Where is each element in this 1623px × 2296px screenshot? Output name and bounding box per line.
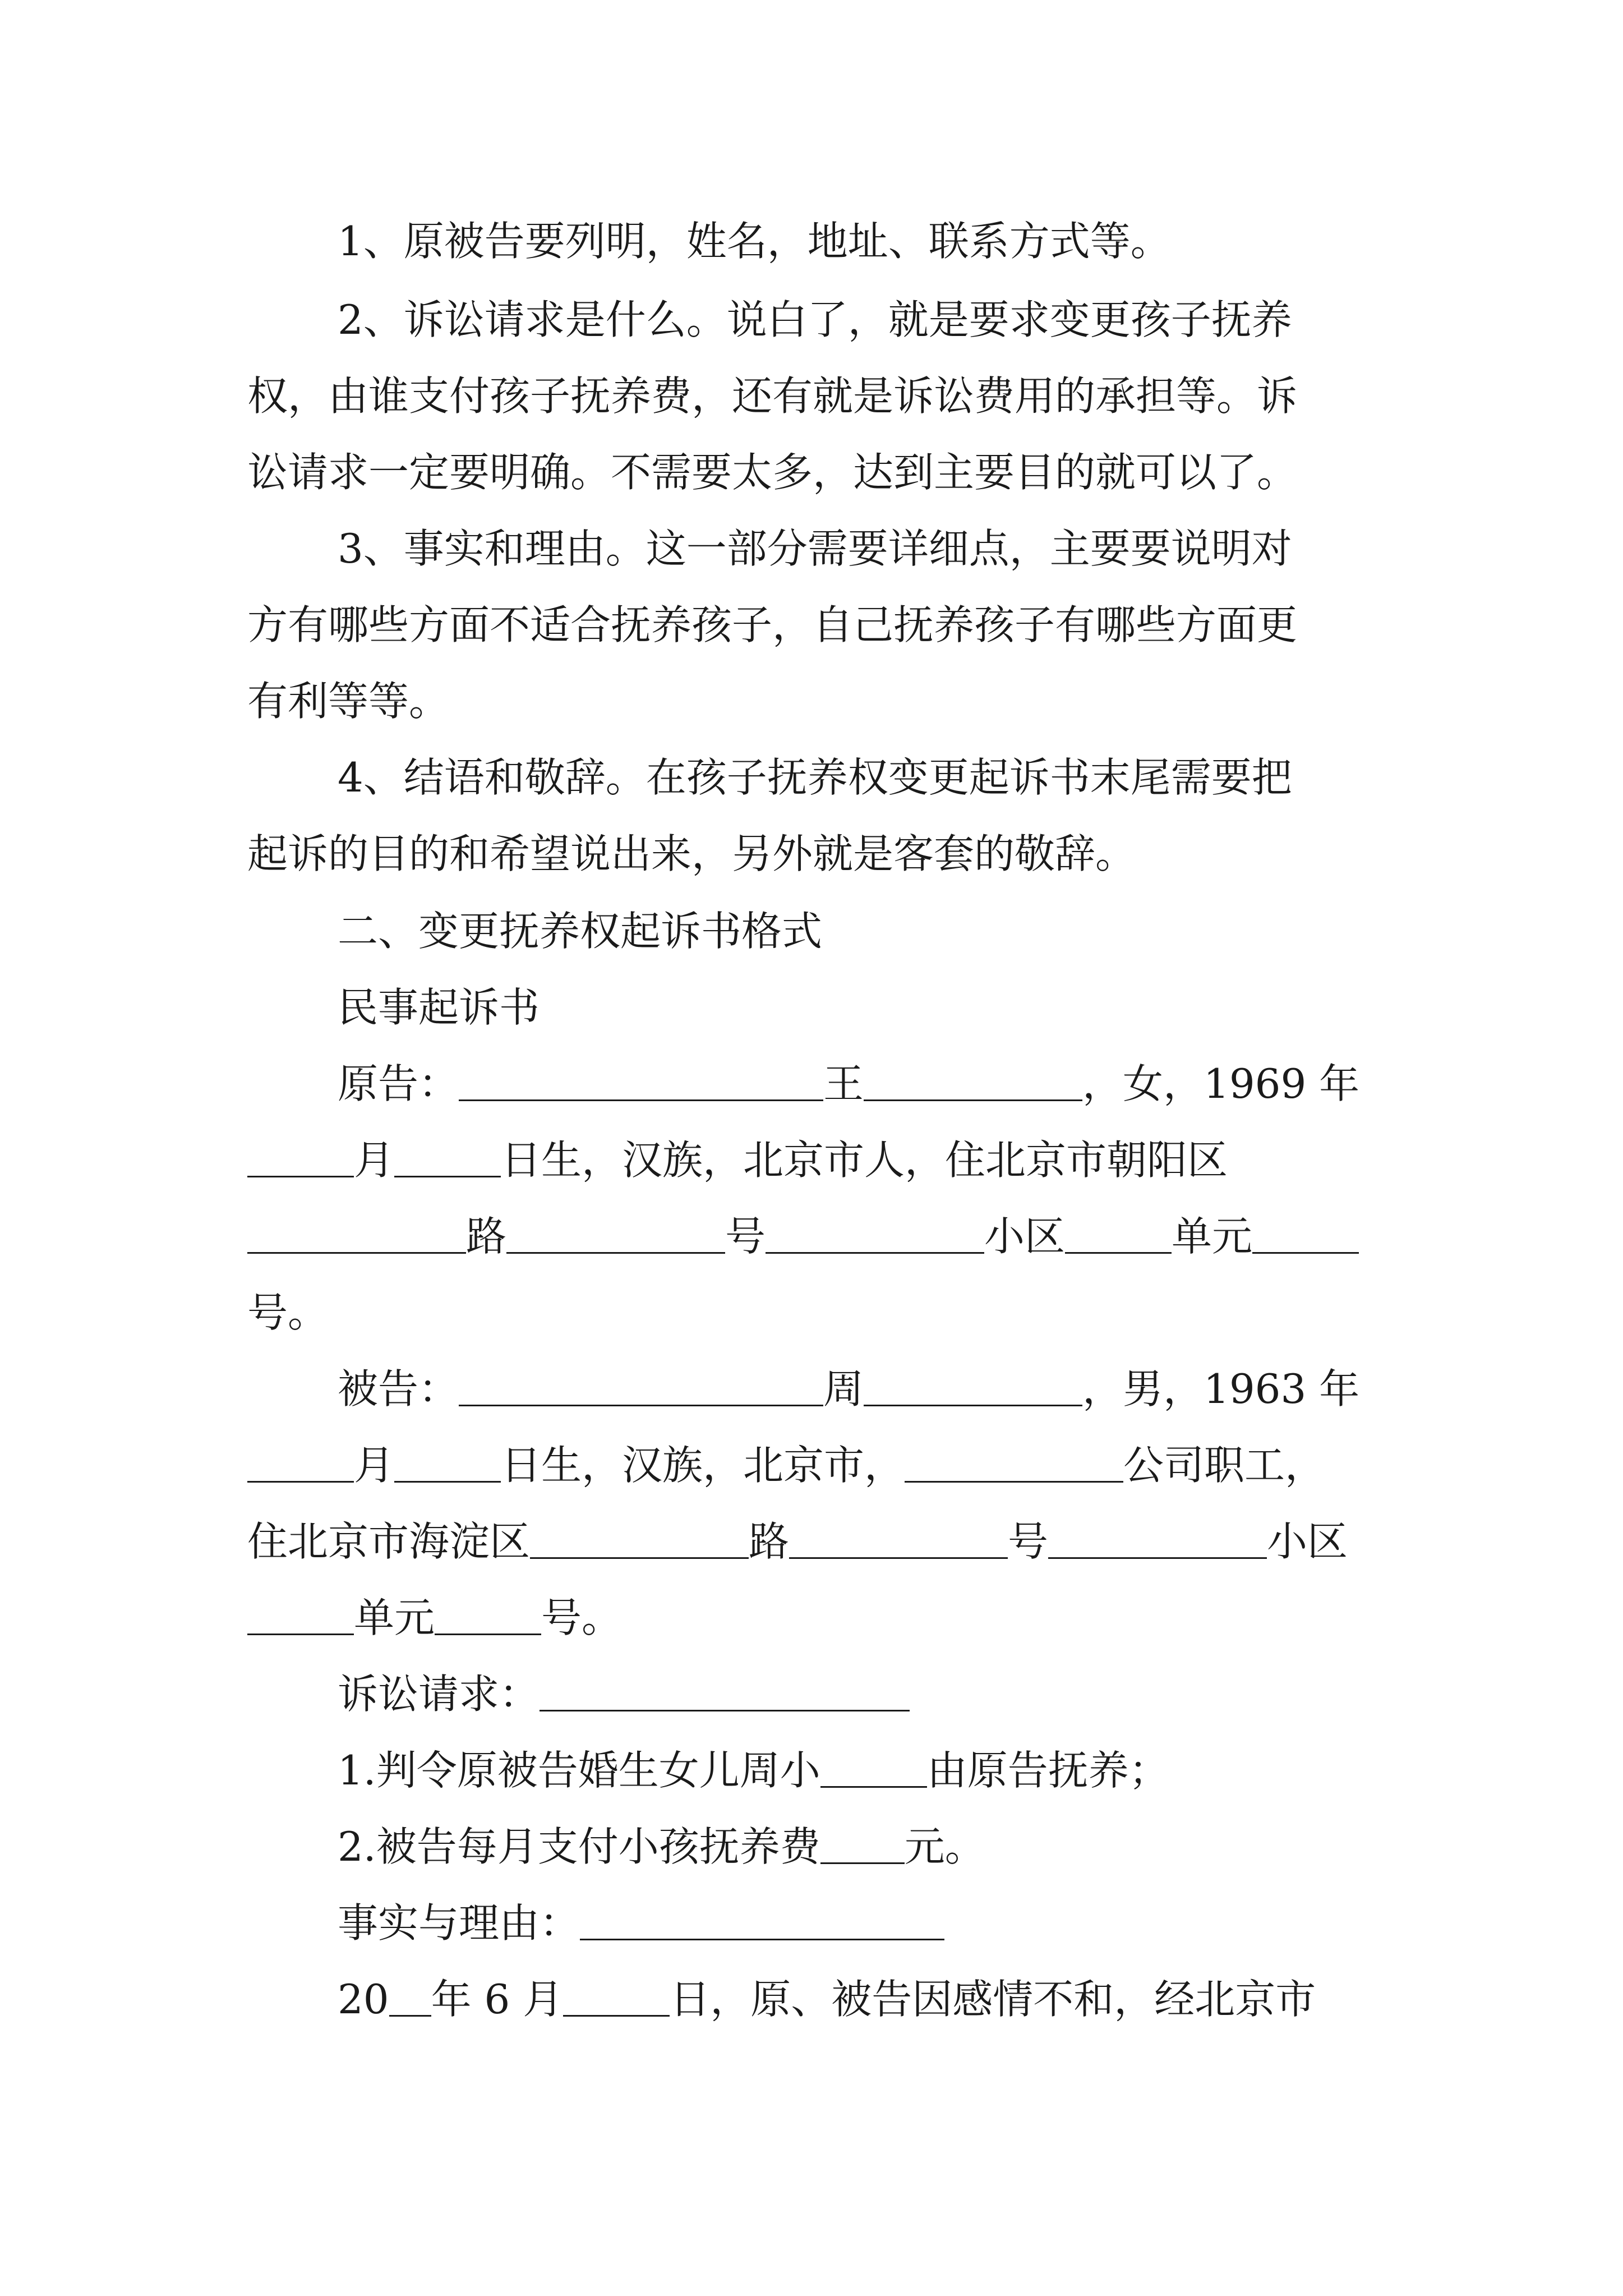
fill-blank <box>389 1971 431 2017</box>
plaintiff-line-2 <box>247 1132 1228 1188</box>
text-number-end: 号。 <box>541 1594 623 1641</box>
text-line <box>247 368 1297 424</box>
text-line <box>338 749 1292 806</box>
claim-text: 由原告抚养； <box>926 1747 1169 1794</box>
title-text: 民事起诉书 <box>338 984 540 1031</box>
text-unit: 单元 <box>354 1594 435 1641</box>
paragraph-text: 4、结语和敬辞。在孩子抚养权变更起诉书末尾需要把 <box>338 754 1292 801</box>
facts-line-1 <box>338 1971 1316 2027</box>
fill-blank <box>580 1895 944 1940</box>
facts-text: 日，原、被告因感情不和，经北京市 <box>670 1976 1316 2023</box>
defendant-line-3 <box>247 1513 1348 1570</box>
text-estate: 小区 <box>1267 1518 1348 1565</box>
claims-label: 诉讼请求： <box>338 1671 540 1718</box>
defendant-line-2 <box>247 1437 1325 1493</box>
section-heading <box>338 903 822 959</box>
text-number: 号 <box>1008 1518 1049 1565</box>
text-estate: 小区 <box>984 1213 1066 1260</box>
fill-blank <box>905 1437 1123 1483</box>
defendant-gender-birth: ，男，1963 年 <box>1082 1365 1360 1412</box>
fill-blank <box>864 1361 1082 1406</box>
facts-year-prefix: 20 <box>338 1976 389 2023</box>
document-title <box>338 979 540 1036</box>
plaintiff-address-lead: 日生，汉族，北京市人，住北京市朝阳区 <box>501 1137 1228 1184</box>
claim-item-1 <box>338 1742 1169 1798</box>
heading-text: 二、变更抚养权起诉书格式 <box>338 908 823 955</box>
plaintiff-line-3 <box>247 1208 1359 1264</box>
text-road: 路 <box>466 1213 507 1260</box>
paragraph-text: 3、事实和理由。这一部分需要详细点，主要要说明对 <box>338 525 1292 572</box>
paragraph-text: 权，由谁支付孩子抚养费，还有就是诉讼费用的承担等。诉 <box>247 372 1298 420</box>
claim-text: 1.判令原被告婚生女儿周小 <box>338 1747 820 1794</box>
text-number-end: 号。 <box>247 1289 329 1336</box>
text-line <box>338 521 1292 577</box>
text-line <box>247 444 1297 500</box>
defendant-surname: 周 <box>823 1365 864 1412</box>
facts-heading <box>338 1895 944 1951</box>
text-unit: 单元 <box>1172 1213 1253 1260</box>
paragraph-text: 方有哪些方面不适合抚养孩子，自己抚养孩子有哪些方面更 <box>247 601 1298 648</box>
fill-blank <box>459 1361 823 1406</box>
fill-blank <box>394 1437 501 1483</box>
paragraph-text: 讼请求一定要明确。不需要太多，达到主要目的就可以了。 <box>247 449 1298 496</box>
claim-text: 2.被告每月支付小孩抚养费 <box>338 1823 820 1870</box>
defendant-label: 被告： <box>338 1365 459 1412</box>
plaintiff-line-4 <box>247 1285 328 1341</box>
fill-blank <box>394 1132 501 1177</box>
plaintiff-gender-birth: ，女，1969 年 <box>1082 1060 1360 1107</box>
facts-date: 年 6 月 <box>431 1976 564 2023</box>
text-line <box>247 826 1136 882</box>
defendant-address-lead: 住北京市海淀区 <box>247 1518 531 1565</box>
fill-blank <box>1252 1208 1359 1254</box>
text-road: 路 <box>749 1518 790 1565</box>
fill-blank <box>247 1437 354 1483</box>
fill-blank <box>766 1208 984 1254</box>
fill-blank <box>247 1132 354 1177</box>
defendant-line-4 <box>247 1590 622 1646</box>
claim-text: 元。 <box>904 1823 985 1870</box>
fill-blank <box>247 1208 466 1254</box>
claim-item-2 <box>338 1819 985 1875</box>
claims-heading <box>338 1666 910 1722</box>
plaintiff-surname: 王 <box>823 1060 864 1107</box>
paragraph-text: 1、原被告要列明，姓名，地址、联系方式等。 <box>338 218 1171 265</box>
defendant-line-1 <box>338 1361 1359 1417</box>
text-number: 号 <box>725 1213 766 1260</box>
text-line <box>338 292 1292 348</box>
paragraph-text: 2、诉讼请求是什么。说白了，就是要求变更孩子抚养 <box>338 296 1292 343</box>
fill-blank <box>435 1590 541 1635</box>
fill-blank <box>789 1513 1008 1559</box>
fill-blank <box>563 1971 670 2017</box>
fill-blank <box>820 1742 927 1788</box>
text-line <box>247 597 1297 653</box>
paragraph-text: 起诉的目的和希望说出来，另外就是客套的敬辞。 <box>247 830 1136 877</box>
fill-blank <box>864 1056 1082 1101</box>
text-month: 月 <box>354 1442 395 1489</box>
fill-blank <box>820 1819 905 1864</box>
plaintiff-label: 原告： <box>338 1060 459 1107</box>
fill-blank <box>540 1666 910 1711</box>
fill-blank <box>247 1590 354 1635</box>
text-line <box>247 673 449 729</box>
fill-blank <box>1048 1513 1267 1559</box>
fill-blank <box>506 1208 725 1254</box>
paragraph-text: 有利等等。 <box>247 678 450 725</box>
plaintiff-line-1 <box>338 1056 1359 1112</box>
fill-blank <box>1065 1208 1172 1254</box>
text-month: 月 <box>354 1137 395 1184</box>
defendant-origin: 日生，汉族，北京市， <box>501 1442 905 1489</box>
text-line <box>338 213 1171 269</box>
defendant-employer: 公司职工， <box>1123 1442 1326 1489</box>
fill-blank <box>530 1513 749 1559</box>
facts-label: 事实与理由： <box>338 1899 580 1947</box>
fill-blank <box>459 1056 823 1101</box>
